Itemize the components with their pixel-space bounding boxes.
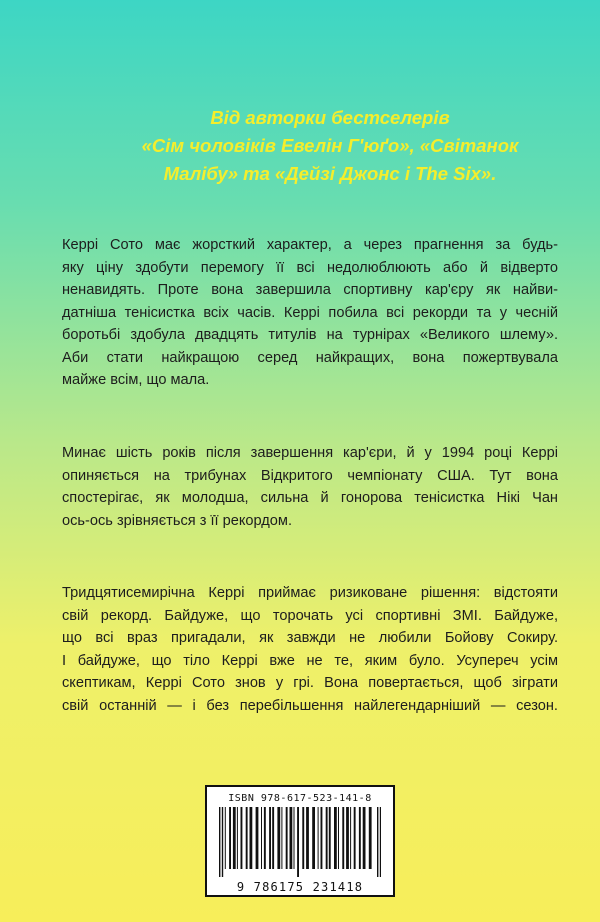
barcode-bar [359,807,361,869]
barcode-bar [338,807,339,869]
barcode-bar [269,807,271,869]
barcode-bar [256,807,259,869]
barcode-bar [294,807,295,869]
barcode [205,785,395,897]
barcode-bar [326,807,328,869]
barcode-bar [321,807,323,869]
barcode-bar [264,807,266,869]
barcode-bars [217,807,383,879]
barcode-bar [225,807,226,869]
barcode-bar [241,807,243,869]
paragraph-line: ось-ось зрівняється з її рекордом. [62,512,293,529]
paragraph-line: майже всім, що мала. [62,372,210,388]
barcode-bar [363,807,366,869]
barcode-bar [281,807,282,869]
barcode-bar [312,807,315,869]
barcode-bar [318,807,319,869]
barcode-bar [350,807,351,869]
tagline [60,104,600,188]
paragraph-line: що всі враз пригадали, як завжди не любили Бойову Сокиру. [62,630,558,646]
barcode-bar [346,807,349,869]
paragraph-line: Минає шість років після завершення кар'єри, й у 1994 році Керрі [62,445,558,461]
barcode-bar [286,807,288,869]
barcode-bar [380,807,381,877]
barcode-bar [369,807,372,869]
paragraph-line: свій останній — і без перебільшення найлегендарніший — сезон. [62,697,558,714]
barcode-digits: 9 786175 231418 [236,880,364,894]
paragraph-line: Тридцятисемирічна Керрі приймає ризиковане рішення: відстояти [62,585,558,601]
tagline-line-3: Малібу» та «Дейзі Джонс і The Six». [163,163,497,184]
paragraph-synopsis-2 [62,442,558,532]
barcode-bar [277,807,280,869]
barcode-bar [250,807,253,869]
barcode-bar [237,807,238,869]
barcode-bar [261,807,262,869]
paragraph-line: яку ціну здобути перемогу її всі недолюблюють або й відверто [62,259,558,276]
paragraph-line: датніша тенісистка всіх часів. Керрі побила всі рекорди та у чесній [62,304,558,321]
paragraph-line: Аби стати найкращою серед найкращих, вона пожертвувала [62,349,558,366]
isbn-label: ISBN 978-617-523-141-8 [228,793,372,804]
barcode-bar [290,807,293,869]
paragraph-synopsis-3 [62,582,558,717]
barcode-bar [334,807,337,869]
barcode-bar [219,807,220,877]
barcode-bar [229,807,231,869]
paragraph-line: спостерігає, як молодша, сильна й гонорова тенісистка Нікі Чан [62,490,558,506]
paragraph-line: ненавидять. Проте вона завершила спортивну кар'єру як найви- [62,282,558,298]
barcode-bar [377,807,378,877]
barcode-bar [342,807,344,869]
barcode-bar [302,807,304,869]
paragraph-line: свій рекорд. Байдуже, що торочать усі спортивні ЗМІ. Байдуже, [62,607,558,624]
barcode-bar [246,807,248,869]
barcode-bar [297,807,299,877]
paragraph-line: І байдуже, що тіло Керрі вже не те, яким було. Усупереч усім [62,652,558,669]
tagline-line-1: Від авторки бестселерів [210,107,450,128]
paragraph-line: боротьбі здобула двадцять титулів на турнірах «Великого шлему». [62,327,558,343]
barcode-bar [306,807,309,869]
barcode-bar [354,807,356,869]
barcode-bar [272,807,274,869]
paragraph-synopsis-1 [62,234,558,392]
tagline-line-2: «Сім чоловіків Евелін Г'юґо», «Світанок [141,135,519,156]
paragraph-line: опиняється на трибунах Відкритого чемпіонату США. Тут вона [62,467,558,484]
paragraph-line: Керрі Сото має жорсткий характер, а через прагнення за будь- [62,237,558,253]
barcode-bar [222,807,223,877]
paragraph-line: скептикам, Керрі Сото знов у грі. Вона повертається, щоб зіграти [62,675,558,691]
barcode-bar [233,807,236,869]
barcode-bar [329,807,331,869]
